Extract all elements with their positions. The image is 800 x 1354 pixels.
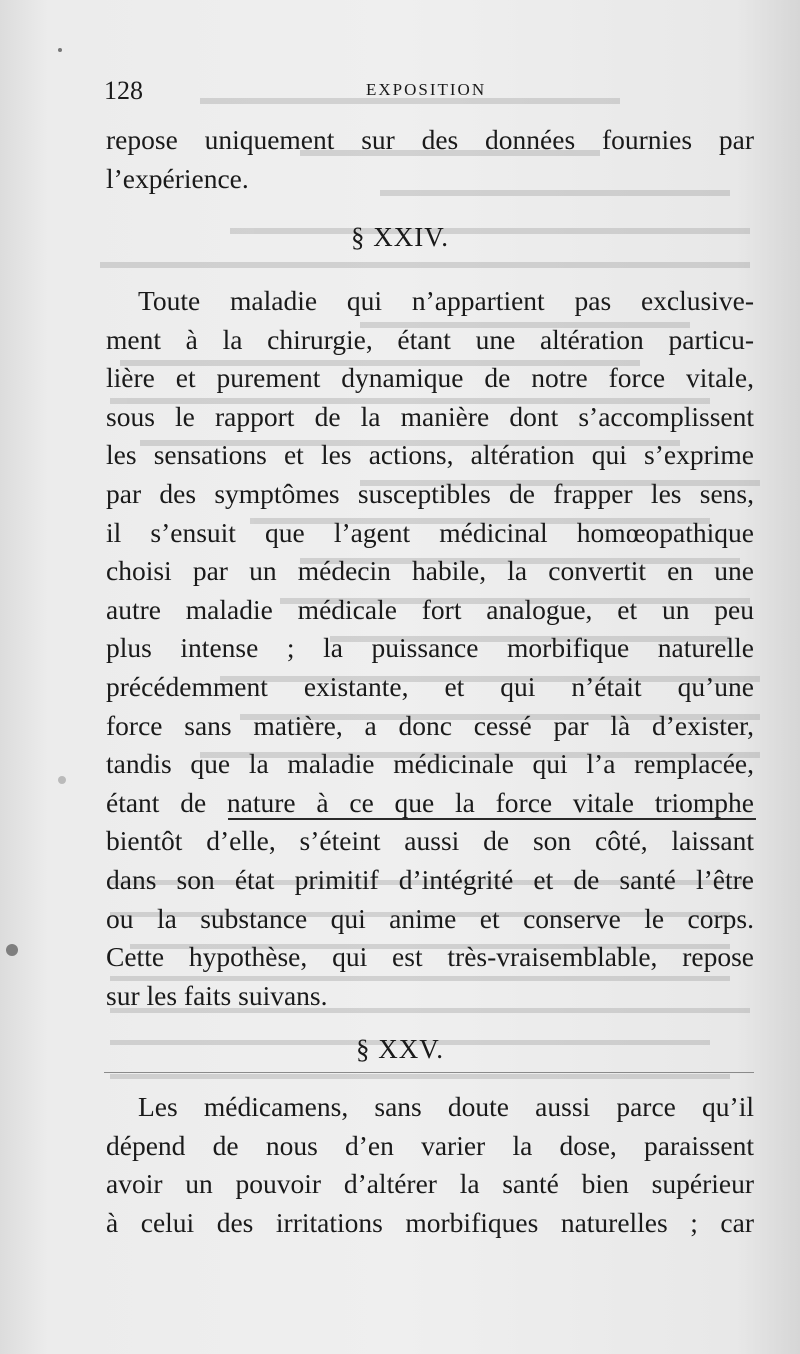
text-line: il s’ensuit que l’agent médicinal homœopathique bbox=[106, 516, 754, 548]
text-line: précédemment existante, et qui n’était qu’une bbox=[106, 670, 754, 702]
section-24-paragraph bbox=[106, 282, 754, 1015]
text-line: ment à la chirurgie, étant une altération particu- bbox=[106, 323, 754, 355]
pencil-underline bbox=[228, 818, 756, 820]
page-header bbox=[104, 72, 744, 112]
page-number: 128 bbox=[104, 76, 143, 105]
text-line: force sans matière, a donc cessé par là d’exister, bbox=[106, 709, 754, 741]
opening-paragraph bbox=[106, 121, 754, 198]
text-line: repose uniquement sur des données fournies par bbox=[106, 124, 754, 155]
text-line: l’expérience. bbox=[106, 162, 249, 194]
text-line: Cette hypothèse, qui est très-vraisemblable, repose bbox=[106, 941, 754, 973]
section-heading-24: § XXIV. bbox=[350, 222, 449, 252]
text-line: plus intense ; la puissance morbifique naturelle bbox=[106, 632, 754, 664]
text-line: lière et purement dynamique de notre force vitale, bbox=[106, 362, 754, 394]
text-line: autre maladie médicale fort analogue, et un peu bbox=[106, 593, 754, 625]
text-line: Les médicamens, sans doute aussi parce qu’il bbox=[138, 1091, 754, 1122]
text-line: étant de nature à ce que la force vitale triomphe bbox=[106, 786, 754, 818]
text-line: sur les faits suivans. bbox=[106, 979, 328, 1011]
text-line: dépend de nous d’en varier la dose, paraissent bbox=[106, 1129, 754, 1161]
text-line: Toute maladie qui n’appartient pas exclusive- bbox=[138, 285, 754, 316]
text-line: choisi par un médecin habile, la convertit en une bbox=[106, 555, 754, 587]
text-line: par des symptômes susceptibles de frapper les sens, bbox=[106, 477, 754, 509]
section-25-paragraph bbox=[106, 1088, 754, 1242]
text-line: avoir un pouvoir d’altérer la santé bien supérieur bbox=[106, 1168, 754, 1200]
text-line: bientôt d’elle, s’éteint aussi de son côté, laissant bbox=[106, 825, 754, 857]
running-head: EXPOSITION bbox=[366, 80, 487, 99]
text-line: ou la substance qui anime et conserve le corps. bbox=[106, 902, 754, 934]
show-through-rule bbox=[104, 1072, 754, 1073]
text-line: tandis que la maladie médicinale qui l’a remplacée, bbox=[106, 748, 754, 780]
text-line: sous le rapport de la manière dont s’accomplissent bbox=[106, 400, 754, 432]
text-line: à celui des irritations morbifiques naturelles ; car bbox=[106, 1206, 754, 1238]
section-heading-25: § XXV. bbox=[355, 1034, 444, 1064]
text-line: dans son état primitif d’intégrité et de santé l’être bbox=[106, 863, 754, 895]
text-line: les sensations et les actions, altération qui s’exprime bbox=[106, 439, 754, 471]
